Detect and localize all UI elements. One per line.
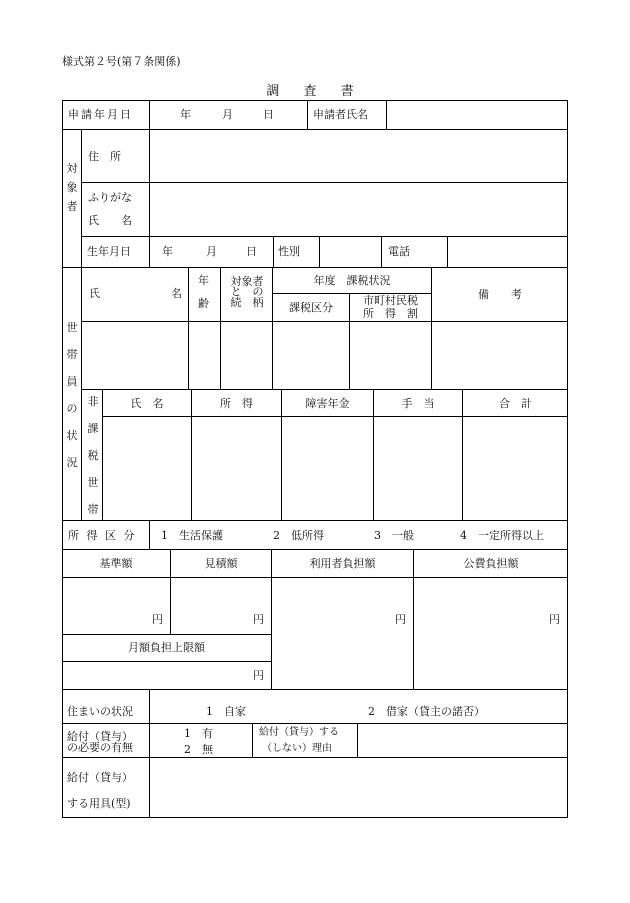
tax-class-header: 課税区分 (289, 301, 333, 314)
public-burden-yen: 円 (549, 613, 560, 626)
residence-option-rent[interactable]: 2 借家（貸主の諾否） (368, 705, 485, 718)
income-class-label: 所 得 区 分 (68, 529, 137, 542)
subject-name-label: 氏 名 (88, 214, 132, 227)
estimate-amount-header: 見積額 (204, 557, 238, 570)
address-label: 住 所 (88, 150, 121, 163)
income-class-option-4[interactable]: 4 一定所得以上 (460, 529, 544, 542)
base-amount-yen: 円 (152, 613, 163, 626)
user-burden-yen: 円 (395, 613, 406, 626)
phone-field[interactable] (448, 237, 567, 267)
base-amount-header: 基準額 (99, 557, 133, 570)
application-year-unit: 年 (180, 108, 191, 121)
benefit-reason-label-1: 給付（貸与）する (259, 727, 339, 738)
birth-month-unit: 月 (206, 245, 217, 258)
application-date-label: 申請年月日 (68, 108, 133, 121)
address-field[interactable] (150, 130, 567, 182)
survey-form-table (62, 100, 568, 818)
estimate-amount-yen: 円 (253, 613, 264, 626)
nontax-member-row[interactable] (103, 417, 568, 520)
household-name-header-2: 名 (171, 287, 182, 300)
benefit-need-no[interactable]: 2 無 (184, 743, 213, 756)
age-header-1: 年 (198, 274, 209, 287)
monthly-cap-header: 月額負担上限額 (128, 641, 205, 654)
applicant-name-label: 申請者氏名 (313, 108, 368, 121)
sex-field[interactable] (320, 237, 381, 267)
subject-group-label: 対 象 者 (66, 162, 78, 213)
municipal-tax-header-2: 所 得 割 (363, 307, 418, 320)
furigana-label: ふりがな (88, 191, 132, 204)
benefit-reason-label-2: （しない）理由 (262, 743, 332, 754)
income-class-option-2[interactable]: 2 低所得 (273, 529, 324, 542)
remarks-header: 備 考 (478, 288, 522, 301)
nontax-name-header: 氏 名 (130, 397, 164, 410)
monthly-cap-yen: 円 (253, 669, 264, 682)
relation-header-1: 対象者 (230, 275, 264, 288)
birth-day-unit: 日 (246, 245, 257, 258)
nontax-income-header: 所 得 (220, 397, 253, 410)
household-name-header-1: 氏 (89, 287, 100, 300)
phone-label: 電話 (388, 245, 410, 258)
income-class-option-3[interactable]: 3 一般 (374, 529, 414, 542)
relation-header-2: と の (230, 285, 264, 298)
age-header-2: 齢 (198, 297, 209, 310)
tax-status-header: 年度 課税状況 (313, 274, 391, 287)
nontax-total-header: 合 計 (499, 397, 532, 410)
sex-label: 性別 (278, 245, 300, 258)
equipment-label-1: 給付（貸与） (67, 771, 133, 784)
household-group-label: 世 帯 員 の 状 況 (66, 321, 78, 469)
relation-header-3: 続 柄 (230, 296, 264, 309)
household-member-row[interactable] (82, 322, 568, 389)
benefit-need-yes[interactable]: 1 有 (184, 727, 213, 740)
benefit-reason-field[interactable] (358, 724, 568, 757)
residence-option-own[interactable]: 1 自家 (206, 705, 246, 718)
benefit-need-label-1: 給付（貸与） (67, 730, 133, 743)
municipal-tax-header-1: 市町村民税 (363, 294, 418, 307)
nontax-pension-header: 障害年金 (305, 397, 350, 410)
application-month-unit: 月 (222, 108, 233, 121)
income-class-option-1[interactable]: 1 生活保護 (161, 529, 223, 542)
residence-label: 住まいの状況 (67, 705, 133, 718)
birth-year-unit: 年 (162, 245, 173, 258)
applicant-name-field[interactable] (387, 101, 567, 129)
nontax-allowance-header: 手 当 (401, 397, 435, 410)
form-number-label: 様式第２号(第７条関係) (62, 55, 181, 68)
user-burden-header: 利用者負担額 (309, 557, 376, 570)
nontax-group-label: 非 課 税 世 帯 (87, 395, 99, 516)
benefit-need-label-2: の必要の有無 (67, 741, 133, 754)
page-title: 調 査 書 (266, 84, 364, 99)
public-burden-header: 公費負担額 (463, 557, 519, 570)
application-day-unit: 日 (263, 108, 274, 121)
equipment-field[interactable] (150, 758, 567, 817)
subject-name-field[interactable] (150, 183, 567, 236)
birth-date-label: 生年月日 (87, 245, 131, 258)
equipment-label-2: する用具(型) (67, 797, 131, 810)
